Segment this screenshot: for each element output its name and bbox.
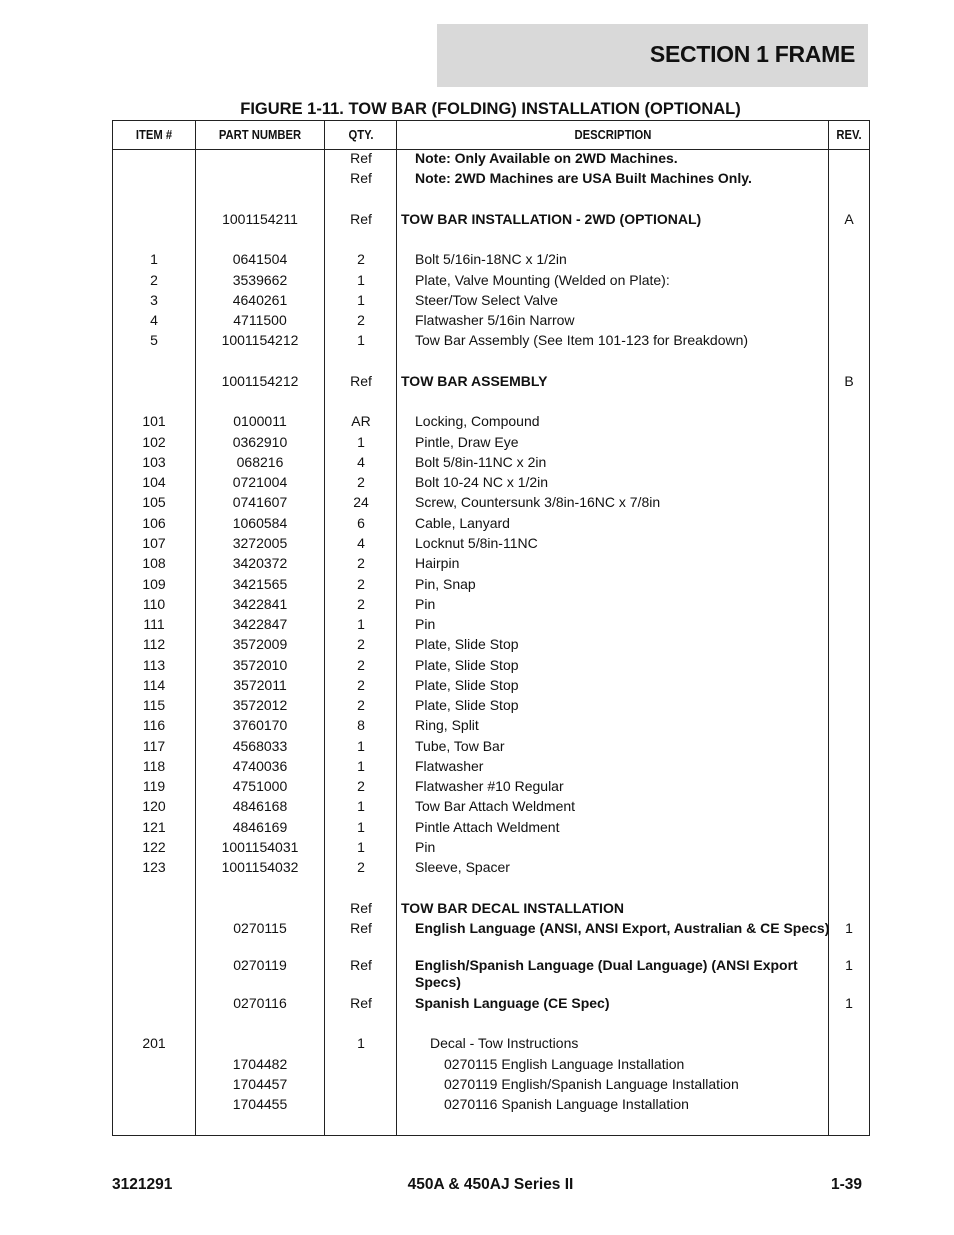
cell-desc: Tube, Tow Bar [415, 738, 505, 754]
cell-part: 4568033 [232, 738, 288, 754]
cell-qty: Ref [350, 373, 372, 389]
column-header-part-number: PART NUMBER [218, 128, 302, 142]
cell-qty: 1 [357, 758, 365, 774]
cell-qty: AR [351, 413, 371, 429]
cell-desc: Steer/Tow Select Valve [415, 292, 558, 308]
cell-qty: 2 [357, 677, 365, 693]
cell-part: 1001154031 [221, 839, 299, 855]
cell-part: 3572010 [232, 657, 288, 673]
cell-desc: Plate, Valve Mounting (Welded on Plate): [415, 272, 670, 288]
cell-desc: Pin [415, 596, 436, 612]
footer-page-number: 1-39 [830, 1176, 862, 1193]
cell-item: 117 [142, 738, 166, 754]
cell-item: 3 [150, 292, 158, 308]
cell-desc: Locknut 5/8in-11NC [415, 535, 538, 551]
cell-qty: 2 [357, 576, 365, 592]
cell-qty: 4 [357, 535, 365, 551]
figure-title: FIGURE 1-11. TOW BAR (FOLDING) INSTALLATION (OPTIONAL) [240, 100, 741, 118]
parts-table [112, 120, 870, 1136]
cell-item: 122 [142, 839, 166, 855]
cell-part: 3572012 [232, 697, 288, 713]
cell-part: 1704482 [232, 1056, 288, 1072]
cell-qty: Ref [350, 920, 372, 936]
cell-part: 3572009 [232, 636, 288, 652]
cell-item: 1 [150, 251, 158, 267]
cell-qty: Ref [350, 150, 372, 166]
cell-desc: Hairpin [415, 555, 460, 571]
footer-model: 450A & 450AJ Series II [407, 1176, 574, 1193]
cell-desc: Locking, Compound [415, 413, 540, 429]
column-header-item: ITEM # [135, 128, 173, 142]
cell-part: 0270116 [233, 995, 287, 1011]
cell-part: 0100011 [233, 413, 287, 429]
cell-part: 0270115 [233, 920, 287, 936]
cell-desc: Flatwasher #10 Regular [415, 778, 564, 794]
cell-item: 113 [142, 657, 166, 673]
cell-item: 111 [143, 616, 165, 632]
cell-qty: 2 [357, 697, 365, 713]
cell-desc: 0270116 Spanish Language Installation [444, 1096, 689, 1112]
cell-item: 102 [142, 434, 166, 450]
cell-desc: Plate, Slide Stop [415, 657, 519, 673]
cell-rev: 1 [845, 995, 853, 1011]
cell-desc: Bolt 5/8in-11NC x 2in [415, 454, 547, 470]
cell-part: 0741607 [232, 494, 288, 510]
cell-qty: 2 [357, 778, 365, 794]
cell-qty: 1 [357, 332, 365, 348]
cell-desc: Note: Only Available on 2WD Machines. [415, 150, 678, 166]
cell-desc: TOW BAR INSTALLATION - 2WD (OPTIONAL) [401, 211, 702, 227]
cell-item: 110 [142, 596, 166, 612]
cell-desc: Pin [415, 839, 436, 855]
cell-rev: 1 [845, 920, 853, 936]
cell-item: 201 [142, 1035, 166, 1051]
cell-desc: TOW BAR DECAL INSTALLATION [401, 900, 624, 916]
cell-qty: 1 [357, 819, 365, 835]
cell-desc: Flatwasher [415, 758, 484, 774]
cell-part: 1704457 [232, 1076, 288, 1092]
cell-qty: 1 [357, 738, 365, 754]
cell-item: 119 [142, 778, 166, 794]
column-header-description: DESCRIPTION [574, 128, 652, 142]
cell-desc: Plate, Slide Stop [415, 636, 519, 652]
column-header-qty: QTY. [348, 128, 374, 142]
cell-item: 101 [142, 413, 166, 429]
cell-desc: Screw, Countersunk 3/8in-16NC x 7/8in [415, 494, 661, 510]
cell-qty: Ref [350, 211, 372, 227]
cell-item: 114 [142, 677, 166, 693]
cell-rev: A [844, 211, 854, 227]
cell-qty: 2 [357, 859, 365, 875]
cell-qty: Ref [350, 170, 372, 186]
cell-part: 1001154212 [221, 332, 299, 348]
cell-qty: Ref [350, 900, 372, 916]
cell-desc: English/Spanish Language (Dual Language) (ANSI Export Specs) [415, 957, 798, 990]
cell-part: 3539662 [232, 272, 288, 288]
cell-qty: 24 [353, 494, 369, 510]
cell-part: 3572011 [233, 677, 287, 693]
cell-qty: Ref [350, 995, 372, 1011]
cell-qty: 2 [357, 312, 365, 328]
cell-item: 115 [142, 697, 166, 713]
cell-desc: Decal - Tow Instructions [430, 1035, 579, 1051]
cell-item: 112 [142, 636, 166, 652]
cell-item: 2 [150, 272, 158, 288]
cell-qty: 2 [357, 474, 365, 490]
cell-desc: Pin [415, 616, 436, 632]
cell-qty: 1 [357, 1035, 365, 1051]
cell-part: 3420372 [232, 555, 288, 571]
cell-desc: Bolt 10-24 NC x 1/2in [415, 474, 549, 490]
cell-item: 109 [142, 576, 166, 592]
cell-desc: 0270119 English/Spanish Language Installation [444, 1076, 739, 1092]
cell-desc: Ring, Split [415, 717, 479, 733]
cell-desc: Tow Bar Assembly (See Item 101-123 for Breakdown) [415, 332, 749, 348]
cell-qty: 1 [357, 798, 365, 814]
cell-item: 121 [142, 819, 166, 835]
page-footer [112, 1176, 869, 1196]
cell-item: 5 [150, 332, 158, 348]
cell-desc: TOW BAR ASSEMBLY [401, 373, 548, 389]
cell-qty: 1 [357, 434, 365, 450]
cell-item: 118 [142, 758, 166, 774]
cell-rev: B [844, 373, 854, 389]
cell-part: 1704455 [232, 1096, 288, 1112]
cell-desc: Pintle, Draw Eye [415, 434, 519, 450]
cell-desc: English Language (ANSI, ANSI Export, Australian & CE Specs) [415, 920, 830, 936]
cell-qty: 2 [357, 636, 365, 652]
cell-qty: 1 [357, 272, 365, 288]
cell-part: 3421565 [232, 576, 288, 592]
cell-desc: Pintle Attach Weldment [415, 819, 560, 835]
cell-part: 4740036 [232, 758, 288, 774]
cell-part: 4846168 [232, 798, 288, 814]
cell-desc: Pin, Snap [415, 576, 476, 592]
cell-qty: 6 [357, 515, 365, 531]
cell-rev: 1 [845, 957, 853, 973]
cell-desc: Plate, Slide Stop [415, 677, 519, 693]
cell-desc: Tow Bar Attach Weldment [415, 798, 576, 814]
section-title: SECTION 1 FRAME [649, 41, 855, 67]
cell-qty: 1 [357, 839, 365, 855]
cell-part: 3272005 [232, 535, 288, 551]
cell-qty: 2 [357, 555, 365, 571]
cell-part: 3760170 [232, 717, 288, 733]
cell-part: 3422841 [232, 596, 288, 612]
cell-part: 0721004 [232, 474, 288, 490]
cell-item: 116 [142, 717, 166, 733]
cell-item: 106 [142, 515, 166, 531]
cell-desc: Note: 2WD Machines are USA Built Machines Only. [415, 170, 752, 186]
cell-item: 104 [142, 474, 166, 490]
cell-part: 0270119 [233, 957, 287, 973]
cell-desc: Plate, Slide Stop [415, 697, 519, 713]
cell-item: 120 [142, 798, 166, 814]
cell-item: 123 [142, 859, 166, 875]
table-header-row [113, 121, 869, 150]
cell-part: 1001154212 [221, 373, 299, 389]
footer-document-number: 3121291 [112, 1176, 173, 1193]
cell-part: 3422847 [232, 616, 288, 632]
cell-item: 108 [142, 555, 166, 571]
cell-item: 103 [142, 454, 166, 470]
column-header-rev: REV. [836, 128, 862, 142]
cell-qty: 2 [357, 251, 365, 267]
cell-qty: 2 [357, 596, 365, 612]
cell-part: 4846169 [232, 819, 288, 835]
cell-item: 105 [142, 494, 166, 510]
cell-desc: Spanish Language (CE Spec) [415, 995, 610, 1011]
cell-item: 107 [142, 535, 166, 551]
cell-part: 4640261 [232, 292, 288, 308]
cell-part: 1001154032 [221, 859, 299, 875]
cell-qty: 1 [357, 292, 365, 308]
cell-part: 0641504 [232, 251, 288, 267]
cell-qty: 1 [357, 616, 365, 632]
cell-desc: Bolt 5/16in-18NC x 1/2in [415, 251, 567, 267]
cell-qty: 8 [357, 717, 365, 733]
cell-desc: Sleeve, Spacer [415, 859, 510, 875]
cell-part: 4711500 [233, 312, 287, 328]
cell-desc: Cable, Lanyard [415, 515, 510, 531]
cell-qty: Ref [350, 957, 372, 973]
cell-part: 1001154211 [222, 211, 298, 227]
cell-qty: 4 [357, 454, 365, 470]
cell-desc: 0270115 English Language Installation [444, 1056, 685, 1072]
cell-qty: 2 [357, 657, 365, 673]
cell-item: 4 [150, 312, 158, 328]
section-banner [437, 24, 868, 87]
cell-part: 0362910 [232, 434, 288, 450]
cell-desc: Flatwasher 5/16in Narrow [415, 312, 575, 328]
cell-part: 4751000 [232, 778, 288, 794]
cell-part: 1060584 [232, 515, 288, 531]
cell-part: 068216 [236, 454, 284, 470]
